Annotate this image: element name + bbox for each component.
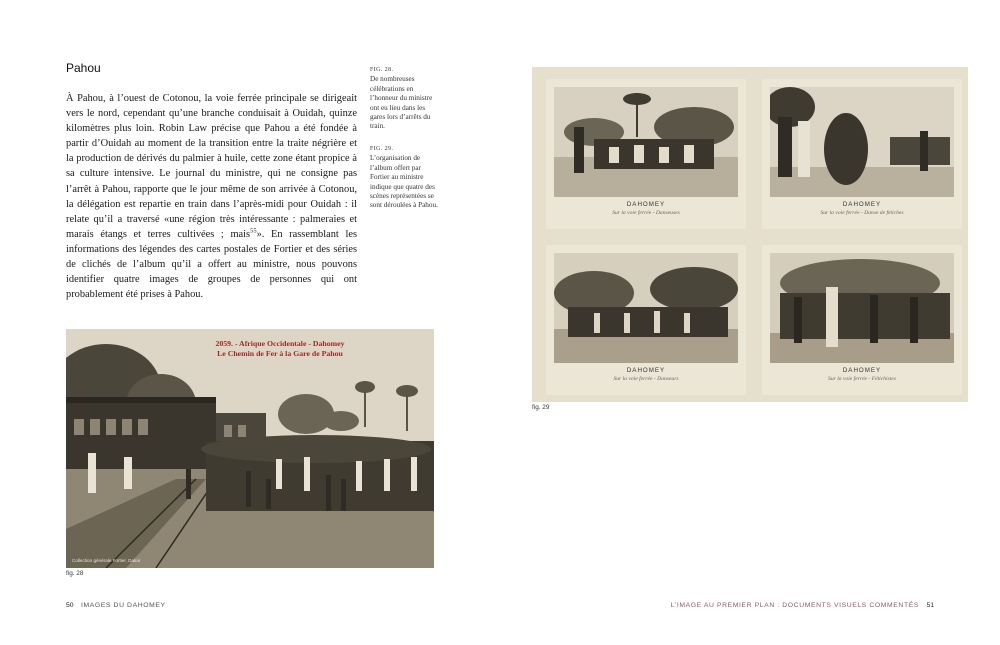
album-card-subtitle: Sur la voie ferrée - Danseurs <box>613 376 679 382</box>
album-card-2 <box>762 79 962 229</box>
album-photo-4 <box>770 253 954 363</box>
page-number-right: 51 <box>926 602 934 609</box>
caption-fig-28 <box>370 66 440 132</box>
postcard-collection-note: Collection générale Fortier, Dakar <box>72 558 141 563</box>
album-card-title: DAHOMEY <box>626 367 666 374</box>
running-title-right: L’IMAGE AU PREMIER PLAN : DOCUMENTS VISUELS COMMENTÉS <box>670 602 919 609</box>
album-card-1 <box>546 79 746 229</box>
postcard-title-line2: Le Chemin de Fer à la Gare de Pahou <box>217 349 343 358</box>
caption-fig-29 <box>370 145 440 211</box>
album-card-4 <box>762 245 962 395</box>
album-card-title: DAHOMEY <box>626 201 666 208</box>
body-text-part1: À Pahou, à l’ouest de Cotonou, la voie ferrée principale se dirigeait vers le nord, cependant qu’une branche conduisait à Ouidah, quinze kilomètres plus loin. Robin Law précise que Pahou a été fondée à partir d’Ouidah au moment de la transition entre la traite négrière et la production de dérivés du palmier à huile, cette zone étant propice à sa culture intensive. Le journal du ministre, qui ne consigne pas l’arrêt à Pahou, rapporte que le jour même de son arrivée à Cotonou, la délégation est repartie en train dans l’après-midi pour Ouidah : il relate qu’il a traversé «une région très intéressante : palmeraies et marais étangs et terres cultivées ; mais <box>66 93 357 240</box>
album-card-title: DAHOMEY <box>842 201 882 208</box>
body-text-part2: ». En rassemblant les informations des légendes des cartes postales de Fortier et des séries de clichés de l’album qu’il a offert au ministre, nous pouvons identifier quatre images de groupes de personnes qui ont probablement été prises à Pahou. <box>66 228 357 301</box>
postcard-photo <box>66 329 434 568</box>
section-heading: Pahou <box>66 61 101 75</box>
album-card-subtitle: Sur la voie ferrée - Danseuses <box>612 210 680 216</box>
caption-fig-number: FIG. 28. <box>370 67 394 73</box>
footer-left <box>66 602 166 609</box>
album-card-title: DAHOMEY <box>842 367 882 374</box>
body-text <box>66 91 357 302</box>
postcard-title-line1: 2059. - Afrique Occidentale - Dahomey <box>215 339 345 348</box>
album-photo-1 <box>554 87 738 197</box>
album-card-subtitle: Sur la voie ferrée - Danse de fétiches <box>820 210 904 216</box>
fig-28-label: fig. 28 <box>66 570 84 577</box>
caption-fig-number: FIG. 29. <box>370 146 394 152</box>
page-number-left: 50 <box>66 602 74 609</box>
running-title-left: IMAGES DU DAHOMEY <box>81 602 166 609</box>
album-page-photo <box>532 67 968 402</box>
album-card-3 <box>546 245 746 395</box>
fig-29-label: fig. 29 <box>532 404 550 411</box>
postcard-scene <box>66 329 434 568</box>
footnote-ref[interactable]: 55 <box>250 227 257 235</box>
caption-text: De nombreuses célébrations en l’honneur du ministre ont eu lieu dans les gares lors d’arrêts du train. <box>370 75 433 131</box>
caption-text: L’organisation de l’album offert par Fortier au ministre indique que quatre des scènes représentées se sont déroulées à Pahou. <box>370 154 438 210</box>
footer-right <box>671 602 934 609</box>
album-card-subtitle: Sur la voie ferrée - Fétichistes <box>828 376 896 382</box>
album-photo-2 <box>770 87 954 197</box>
album-photo-3 <box>554 253 738 363</box>
